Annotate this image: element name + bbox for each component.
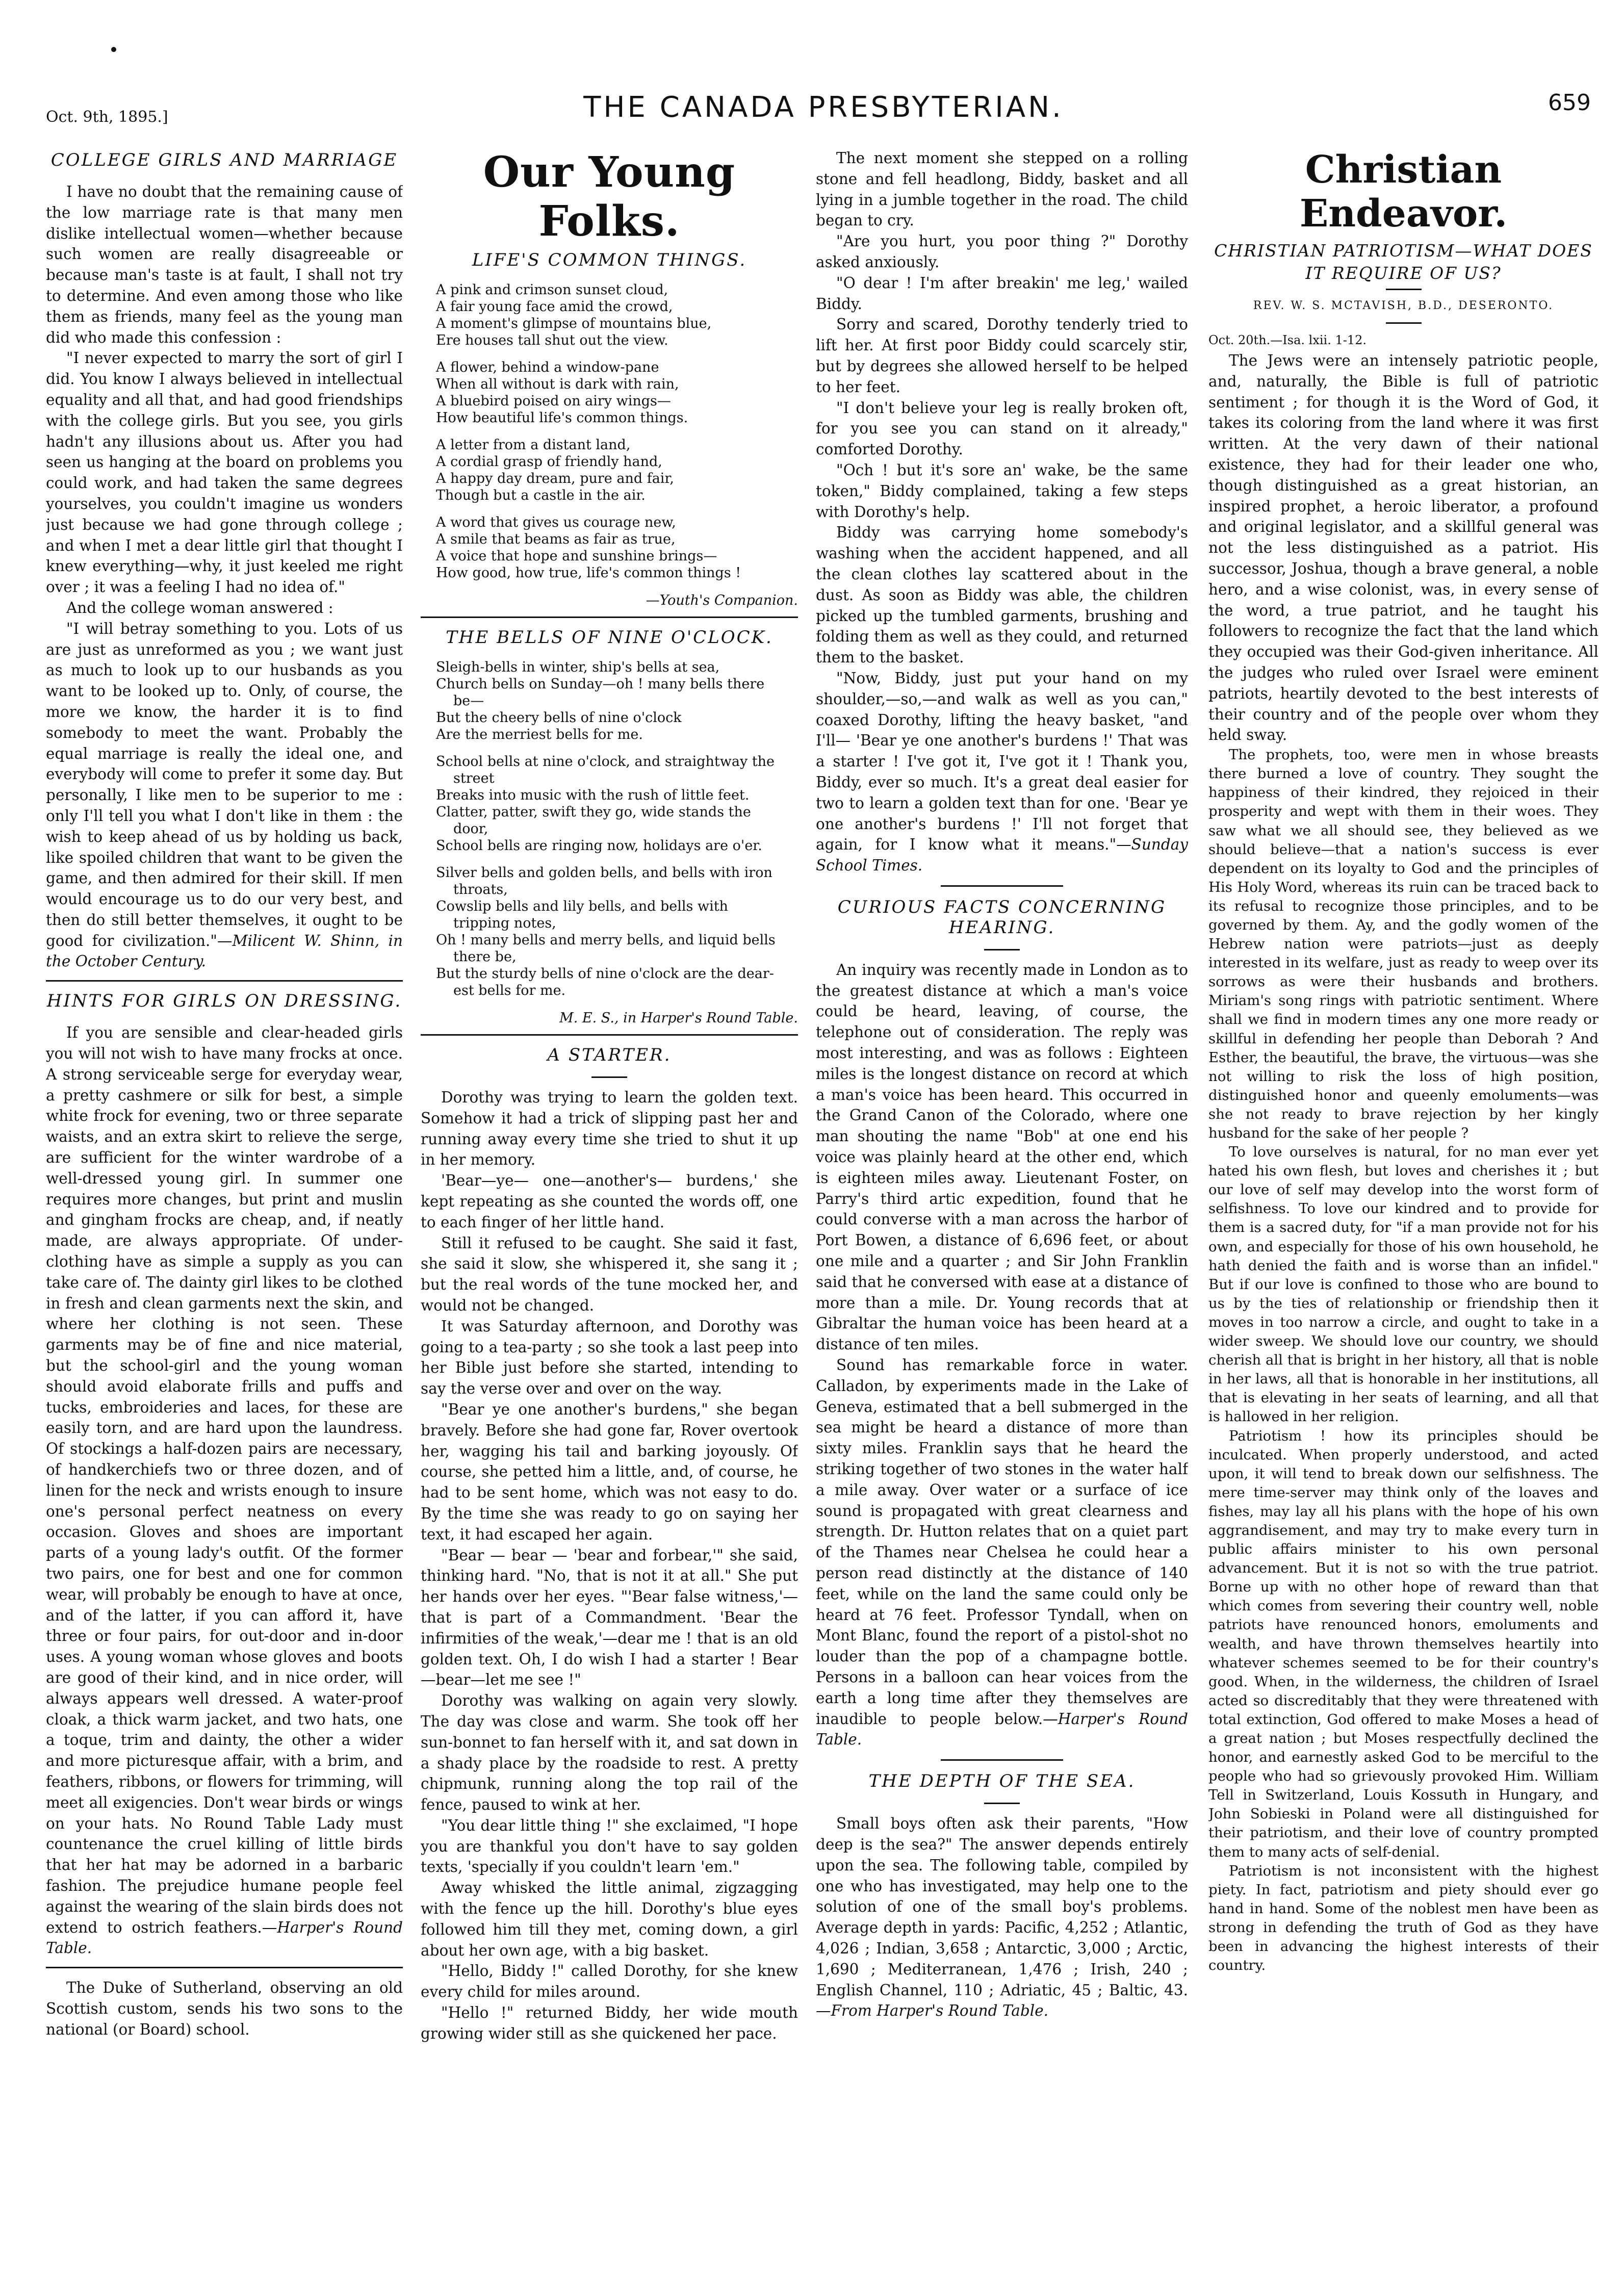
poem-line: there be,: [453, 949, 517, 965]
article-title: LIFE'S COMMON THINGS.: [472, 250, 747, 270]
divider: [46, 1967, 403, 1968]
divider: [984, 1803, 1020, 1804]
divider: [984, 949, 1020, 950]
paragraph: "I never expected to marry the sort of girl I did. You know I always believed in intellectual equality and all that, and had good friendships with the college girls. But you see, you girls hadn't any illusions about us. After you had seen us hanging at the board on problems you could work, and had taken the same degrees yourselves, you couldn't imagine us wonders just because we had gone through college ; and when I met a dear little girl that thought I knew everything—why, it just keeled me right over ; it was a feeling I had no idea of.": [46, 349, 403, 596]
paragraph: [816, 1813, 1188, 2021]
article-starter-continued: [816, 148, 1188, 876]
poem-line: How good, how true, life's common things !: [436, 565, 741, 581]
poem-line: Oh ! many bells and merry bells, and liquid bells: [436, 932, 776, 948]
byline: REV. W. S. MCTAVISH, B.D., DESERONTO.: [1253, 299, 1554, 312]
paragraph: [46, 619, 403, 972]
poem-line: Ere houses tall shut out the view.: [436, 332, 668, 348]
divider: [421, 1034, 798, 1036]
poem-line: A bluebird poised on airy wings—: [436, 393, 671, 409]
poem-line: A moment's glimpse of mountains blue,: [436, 316, 712, 331]
poem-stanza: [436, 659, 798, 743]
column-4: [1208, 148, 1599, 2254]
paragraph: Sorry and scared, Dorothy tenderly tried to lift her. At first poor Biddy could scarcely stir, but by degrees she allowed herself to be helped to her feet.: [816, 316, 1188, 396]
divider: [941, 885, 1063, 887]
paragraph: "I don't believe your leg is really broken oft, for you see you can stand on it already," comforted Dorothy.: [816, 399, 1188, 458]
article-college-girls: [46, 150, 403, 972]
poem-line: Silver bells and golden bells, and bells with iron: [436, 865, 772, 881]
poem-line: Cowslip bells and lily bells, and bells with: [436, 898, 728, 914]
paragraph: "Hello !" returned Biddy, her wide mouth growing wider still as she quickened her pace.: [421, 2004, 798, 2042]
paragraph: Still it refused to be caught. She said it fast, she said it slow, she whispered it, she sang it ; but the real words of the tune mocked her, and would not be changed.: [421, 1234, 798, 1314]
divider: [941, 1759, 1063, 1761]
attribution: —Milicent W. Shinn, in the October Century.: [46, 932, 403, 970]
poem-bells: [421, 627, 798, 1026]
attribution: —Harper's Round Table.: [46, 1918, 403, 1957]
poem-stanza: [436, 753, 798, 854]
poem-stanza: [436, 359, 798, 426]
poem-body: [436, 659, 798, 999]
poem-line: be—: [453, 693, 484, 709]
poem-stanza: [436, 281, 798, 349]
article-title: THE BELLS OF NINE O'CLOCK.: [446, 627, 773, 648]
paragraph: Biddy was carrying home somebody's washing when the accident happened, and all the clean clothes lay scattered about in the dust. As soon as Biddy was able, the children picked up the tumbled garments, brushing and folding them as well as they could, and returned them to the basket.: [816, 524, 1188, 666]
poem-line: est bells for me.: [453, 983, 566, 998]
paragraph: The prophets, too, were men in whose breasts there burned a love of country. They sought the happiness of their kindred, they rejoiced in their prosperity and wept with them in their woes. They saw what we all should see, they believed as we should believe—that a nation's success is ever dependent on its loyalty to God and the principles of His Holy Word, whereas its ruin can be traced back to its refusal to recognize those principles, and to be governed by them. Ay, and the godly women of the Hebrew nation were patriots—just as deeply interested in its welfare, just as ready to weep over its sorrows as were their husbands and brothers. Miriam's song rings with patriotic sentiment. Where shall we find in modern times any one more ready or skillful in defending her people than Deborah ? And Esther, the beautiful, the brave, the virtuous—was she not willing to risk the loss of high position, distinguished honor and queenly emoluments—was she not ready to brave rejection by her kingly husband for the sake of her people ?: [1208, 747, 1599, 1142]
poem-line: A pink and crimson sunset cloud,: [436, 282, 668, 298]
paragraph: "You dear little thing !" she exclaimed, "I hope you are thankful you don't have to say golden texts, 'specially if you couldn't learn 'em.": [421, 1816, 798, 1876]
poem-line: A happy day dream, pure and fair,: [436, 471, 674, 486]
poem-line: Are the merriest bells for me.: [436, 727, 643, 742]
article-title: THE DEPTH OF THE SEA.: [868, 1771, 1136, 1792]
paragraph-text: Small boys often ask their parents, "How deep is the sea?" The answer depends entirely upon the sea. The following table, compiled by one who has investigated, may help one to the solution of one of the small boy's problems. Average depth in yards: Pacific, 4,252 ; Atlantic, 4,026 ; Indian, 3,658 ; Antarctic, 3,000 ; Arctic, 1,690 ; Mediterranean, 1,476 ; Irish, 240 ; English Channel, 110 ; Adriatic, 45 ; Baltic, 43.: [816, 1815, 1188, 1999]
column-2: [421, 148, 798, 2254]
divider: [591, 1076, 627, 1078]
article-title: CURIOUS FACTS CONCERNING HEARING.: [837, 896, 1167, 938]
poem-body: [436, 281, 798, 581]
attribution: —From Harper's Round Table.: [816, 2002, 1049, 2020]
poem-line: A fair young face amid the crowd,: [436, 299, 673, 315]
article-duke: [46, 1977, 403, 2040]
poem-line: When all without is dark with rain,: [436, 376, 679, 392]
article-depth-of-sea: [816, 1771, 1188, 2021]
article-starter: [421, 1045, 798, 2044]
attribution: —Sunday School Times.: [816, 836, 1188, 875]
paragraph: Dorothy was walking on again very slowly. The day was close and warm. She took off her sun-bonnet to fan herself with it, and sat down in a shady place by the roadside to rest. A pretty chipmunk, running along the top rail of the fence, paused to wink at her.: [421, 1692, 798, 1814]
poem-line: Though but a castle in the air.: [436, 487, 646, 503]
paragraph: 'Bear—ye— one—another's— burdens,' she kept repeating as she counted the words off, one to each finger of her little hand.: [421, 1172, 798, 1231]
poem-line: But the cheery bells of nine o'clock: [436, 710, 682, 726]
article-hearing: [816, 897, 1188, 1750]
poem-line: A letter from a distant land,: [436, 437, 631, 453]
page-header: [46, 87, 1601, 138]
paragraph: "Hello, Biddy !" called Dorothy, for she knew every child for miles around.: [421, 1962, 798, 2001]
ink-speck: [111, 47, 116, 52]
divider: [1386, 322, 1422, 324]
attribution: M. E. S., in Harper's Round Table.: [559, 1010, 798, 1026]
divider: [421, 616, 798, 618]
column-1: [46, 148, 403, 2254]
attribution: —Harper's Round Table.: [816, 1710, 1188, 1749]
paragraph: I have no doubt that the remaining cause of the low marriage rate is that many men dislike intellectual women—whether because such women are really disagreeable or because man's taste is at fault, I shall not try to determine. And even among those who like them as friends, many feel as the young man did who made this confession :: [46, 183, 403, 346]
poem-line: Sleigh-bells in winter, ship's bells at sea,: [436, 659, 720, 675]
paragraph: And the college woman answered :: [66, 599, 333, 616]
issue-date: Oct. 9th, 1895.]: [46, 108, 168, 126]
publication-title: THE CANADA PRESBYTERIAN.: [583, 91, 1064, 124]
paragraph: Patriotism is not inconsistent with the highest piety. In fact, patriotism and piety should ever go hand in hand. Some of the noblest men have been as strong in defending the truth of God as they have been in advancing the highest interests of their country.: [1208, 1862, 1599, 1974]
poem-line: A cordial grasp of friendly hand,: [436, 454, 662, 470]
paragraph-text: If you are sensible and clear-headed girls you will not wish to have many frocks at once. A strong serviceable serge for everyday wear, a pretty cashmere or silk for best, a simple white frock for evening, two or three separate waists, and an extra skirt to relieve the serge, are sufficient for the winter wardrobe of a well-dressed young girl. In summer one requires more changes, but print and muslin and gingham frocks are cheap, and, if neatly made, are always appropriate. Of under-clothing have as simple a supply as you can take care of. The dainty girl likes to be clothed in fresh and clean garments next the skin, and where her clothing is not seen. These garments may be of fine and nice material, but the school-girl and the young woman should avoid elaborate frills and puffs and tucks, embroideries and laces, for these are easily torn, and are hard upon the laundress. Of stockings a half-dozen pairs are necessary, of handkerchiefs two or three dozen, and of linen for the neck and wrists enough to insure one's personal perfect neatness on every occasion. Gloves and shoes are important parts of a young lady's outfit. Of the former two pairs, one for best and one for common wear, will probably be enough to have at once, and of the latter, if you can afford it, have three or four pairs, for out-door and in-door uses. A young woman whose gloves and boots are good of their kind, and in nice order, will always appears well dressed. A water-proof cloak, a thick warm jacket, and two hats, one a toque, trim and dainty, the other a wider and more picturesque affair, with a brim, and feathers, ribbons, or flowers for trimming, will meet all exigencies. Don't wear birds or wings on your hats. No Round Table Lady must countenance the cruel killing of little birds that her hat may be adorned in a barbaric fashion. The prejudice humane people feel against the wearing of the slain birds does not extend to ostrich feathers.: [46, 1024, 403, 1936]
paragraph-text: Sound has remarkable force in water. Calladon, by experiments made in the Lake of Geneva, estimated that a bell submerged in the sea might be heard a distance of more than sixty miles. Franklin says that he heard the striking together of two stones in the water half a mile away. Over water or a surface of ice sound is propagated with great clearness and strength. Dr. Hutton relates that on a quiet part of the Thames near Chelsea he could hear a person read distinctly at the distance of 140 feet, while on the land the same could only be heard at 76 feet. Professor Tyndall, when on Mont Blanc, found the report of a pistol-shot no louder than the pop of a champagne bottle. Persons in a balloon can hear voices from the earth a long time after they themselves are inaudible to people below.: [816, 1356, 1188, 1728]
poem-line: door,: [453, 821, 488, 837]
paragraph: Patriotism ! how its principles should be inculcated. When properly understood, and acted upon, it will tend to break down our selfishness. The mere time-server may think only of the loaves and fishes, may lay all his plans with the hope of his own aggrandisement, and may try to make every turn in public affairs minister to his own personal advancement. But it is not so with the true patriot. Borne up with no other hope of reward than that which comes from severing their country well, noble patriots have renounced honors, emoluments and wealth, and have thrown themselves heartily into whatever schemes seemed to be for their country's good. When, in the wilderness, the children of Israel acted so discreditably that they were threatened with total extinction, God offered to make Moses a head of a great nation ; but Moses respectfully declined the honor, and earnestly asked God to be merciful to the people who had so grievously provoked Him. William Tell in Switzerland, Louis Kossuth in Hungary, and John Sobieski in Poland were all distinguished for their patriotism, and their love of country prompted them to many acts of self-denial.: [1208, 1427, 1599, 1860]
paragraph: It was Saturday afternoon, and Dorothy was going to a tea-party ; so she took a last peep into her Bible just before she started, intending to say the verse over and over on the way.: [421, 1317, 798, 1398]
poem-line: throats,: [453, 882, 508, 897]
paragraph: "Bear ye one another's burdens," she began bravely. Before she had gone far, Rover overtook her, wagging his tail and barking joyously. Of course, she petted him a little, and, of course, he had to be sent home, which was not easy to do. By the time she was ready to go on saying her text, it had escaped her again.: [421, 1400, 798, 1543]
paragraph: An inquiry was recently made in London as to the greatest distance at which a man's voice could be heard, leaving, of course, the telephone out of consideration. The reply was most interesting, and was as follows : Eighteen miles is the longest distance on record at which a man's voice has been heard. This occurred in the Grand Canon of the Colorado, where one man shouting the name "Bob" at one end his voice was plainly heard at the other end, which is eighteen miles away. Lieutenant Foster, on Parry's third artic expedition, found that he could converse with a man across the harbor of Port Bowen, a distance of 6,696 feet, or about one mile and a quarter ; and Sir John Franklin said that he conversed with ease at a distance of more than a mile. Dr. Young records that at Gibraltar the human voice has been heard at a distance of ten miles.: [816, 961, 1188, 1353]
poem-line: School bells at nine o'clock, and straightway the: [436, 754, 775, 769]
poem-line: tripping notes,: [453, 915, 556, 931]
paragraph: [816, 668, 1188, 876]
poem-stanza: [436, 864, 798, 999]
paragraph: "Och ! but it's sore an' wake, be the same token," Biddy complained, taking a few steps with Dorothy's help.: [816, 461, 1188, 521]
paragraph: The Duke of Sutherland, observing an old Scottish custom, sends his two sons to the national (or Board) school.: [46, 1979, 403, 2038]
paragraph-text: "Now, Biddy, just put your hand on my shoulder,—so,—and walk as well as you can," coaxed Dorothy, lifting the heavy basket, "and I'll— 'Bear ye one another's burdens !' That was a starter ! I've got it, I've got it ! Thank you, Biddy, ever so much. It's a great deal easier for two to learn a golden text than for one. 'Bear ye one another's burdens !' I'll not forget that again, for I know what it means.": [816, 669, 1188, 854]
paragraph: "Are you hurt, you poor thing ?" Dorothy asked anxiously.: [816, 233, 1188, 271]
section-heading: Our Young Folks.: [483, 148, 736, 246]
poem-line: Church bells on Sunday—oh ! many bells there: [436, 676, 765, 692]
article-title: COLLEGE GIRLS AND MARRIAGE: [50, 150, 398, 170]
poem-stanza: [436, 514, 798, 581]
column-3: [816, 148, 1188, 2254]
poem-line: A smile that beams as fair as true,: [436, 531, 676, 547]
poem-lifes-common-things: [421, 250, 798, 608]
paragraph: Away whisked the little animal, zigzagging with the fence up the hill. Dorothy's blue eyes followed him till they met, coming down, a girl about her own age, with a big basket.: [421, 1879, 798, 1959]
poem-line: Breaks into music with the rush of little feet.: [436, 787, 750, 803]
poem-line: Clatter, patter, swift they go, wide stands the: [436, 804, 751, 820]
divider: [46, 980, 403, 982]
section-heading: Christian Endeavor.: [1299, 148, 1508, 236]
paragraph: The Jews were an intensely patriotic people, and, naturally, the Bible is full of patriotic sentiment ; for though it is the Word of God, it takes its coloring from the land where it was first written. At the very dawn of their national existence, they had for their leader one who, though distinguished as a great historian, an inspired prophet, a heroic liberator, a profound and original legislator, and a skillful general was not the less distinguished as a patriot. His successor, Joshua, though a brave general, a noble hero, and a wise colonist, was, in every sense of the word, a true patriot, and he taught his followers to recognize the fact that the land which they occupied was their God-given inheritance. All the judges who ruled over Israel were eminent patriots, heartily devoted to the best interests of their country and of the people over whom they held sway.: [1208, 352, 1599, 744]
divider: [1386, 289, 1422, 290]
poem-line: A voice that hope and sunshine brings—: [436, 548, 717, 564]
poem-line: How beautiful life's common things.: [436, 410, 688, 426]
paragraph-text: "I will betray something to you. Lots of us are just as unreformed as you ; we want just as much to look up to our husbands as you want to be looked up to. Only, of course, the more we know, the harder it is to find somebody to meet the want. Probably the equal marriage is really the ideal one, and everybody will come to prefer it some day. But personally, I like men to be superior to me : only I'll tell you what I don't like in them : the wish to keep ahead of us by holding us back, like spoiled children that want to be given the game, and then admired for their skill. If men would encourage us to do our very best, and then do still better themselves, it ought to be good for civilization.": [46, 620, 403, 949]
dateline: Oct. 20th.—Isa. lxii. 1-12.: [1208, 333, 1367, 347]
poem-line: A word that gives us courage new,: [436, 515, 676, 530]
paragraph: "Bear — bear — 'bear and forbear,'" she said, thinking hard. "No, that is not it at all." She put her hands over her eyes. "'Bear false witness,'—that is part of a Commandment. 'Bear the infirmities of the weak,'—dear me ! that is an old golden text. Oh, I do wish I had a starter ! Bear —bear—let me see !": [421, 1546, 798, 1689]
paragraph: "O dear ! I'm after breakin' me leg,' wailed Biddy.: [816, 274, 1188, 313]
paragraph: To love ourselves is natural, for no man ever yet hated his own flesh, but loves and cherishes it ; but our love of self may develop into the worst form of selfishness. To love our kindred and to provide for them is a sacred duty, for "if a man provide not for his own, and especially for those of his own household, he hath denied the faith and is worse than an infidel." But if our love is confined to those who are bound to us by the ties of relationship or friendship then it moves in too narrow a circle, and ought to take in a wider sweep. We should love our country, we should cherish all that is bright in her history, all that is noble in her laws, all that is honorable in her institutions, all that is elevating in her seats of learning, and all that is hallowed in her religion.: [1208, 1144, 1599, 1425]
article-hints-dressing: [46, 991, 403, 1959]
attribution: —Youth's Companion.: [646, 593, 798, 608]
article-title: A STARTER.: [547, 1045, 672, 1065]
poem-line: But the sturdy bells of nine o'clock are the dear-: [436, 966, 774, 982]
poem-line: street: [453, 770, 495, 786]
paragraph: Dorothy was trying to learn the golden text. Somehow it had a trick of slipping past her and running away every time she tried to shut it up in her memory.: [421, 1089, 798, 1169]
poem-line: School bells are ringing now, holidays are o'er.: [436, 838, 762, 854]
poem-stanza: [436, 436, 798, 504]
poem-line: A flower, behind a window-pane: [436, 359, 659, 375]
paragraph: [816, 1355, 1188, 1750]
article-title: HINTS FOR GIRLS ON DRESSING.: [46, 991, 402, 1012]
paragraph: [46, 1022, 403, 1959]
article-subtitle: CHRISTIAN PATRIOTISM—WHAT DOES IT REQUIRE OF US?: [1214, 241, 1593, 283]
paragraph: The next moment she stepped on a rolling stone and fell headlong, Biddy, basket and all lying in a jumble together in the road. The child began to cry.: [816, 149, 1188, 229]
page-number: 659: [1548, 90, 1591, 116]
